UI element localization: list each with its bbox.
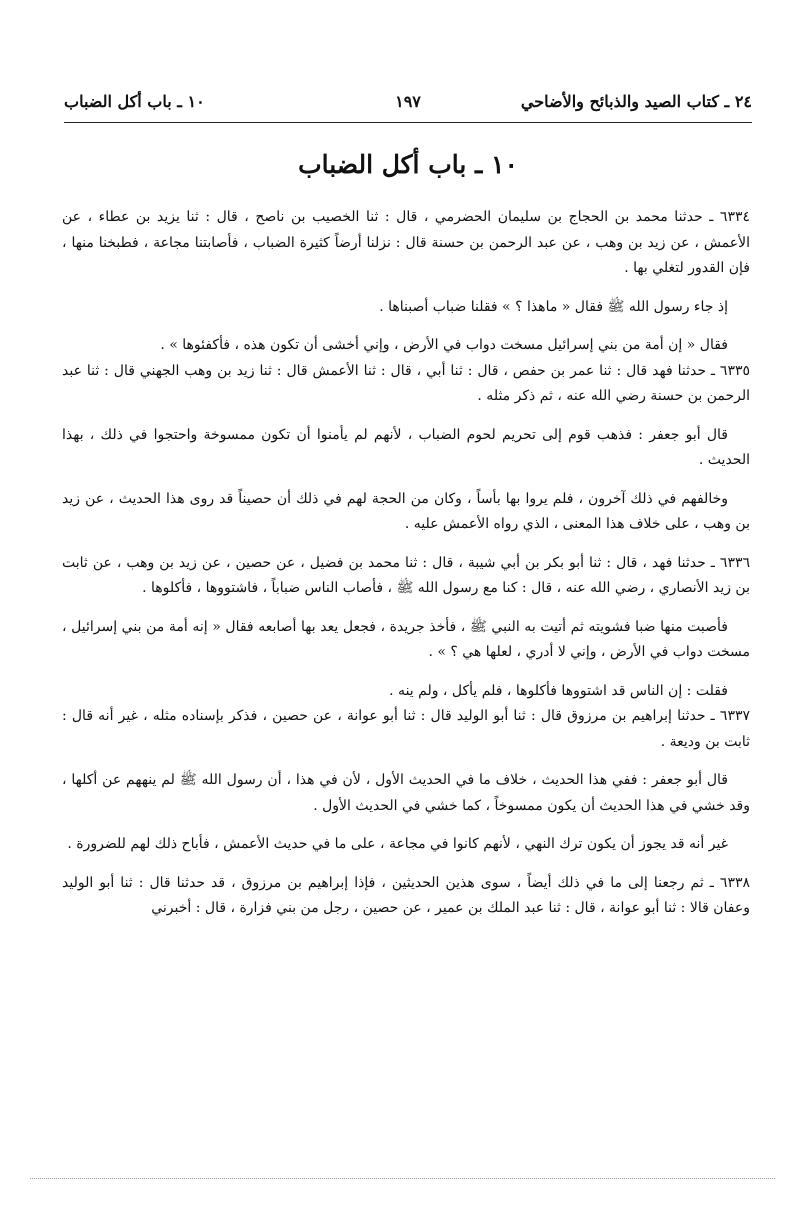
paragraph-text: قال أبو جعفر : ففي هذا الحديث ، خلاف ما في الحديث الأول ، لأن في هذا ، أن رسول الله ﷺ لم ينههم عن أكلها ، وقد خشي في هذا الحديث أن يكون ممسوخاً ، كما خشي في الحديث الأول .: [62, 772, 750, 814]
header-chapter-title: ١٠ ـ باب أكل الضباب: [64, 92, 205, 111]
chapter-heading: ١٠ ـ باب أكل الضباب: [298, 150, 518, 179]
paragraph-text: فقال « إن أمة من بني إسرائيل مسخت دواب في الأرض ، وإني أخشى أن تكون هذه ، فأكفئوها » .: [160, 337, 728, 353]
paragraph-text: وخالفهم في ذلك آخرون ، فلم يروا بها بأساً ، وكان من الحجة لهم في ذلك أن حصيناً قد روى هذا الحديث ، عن زيد بن وهب ، على خلاف هذا المعنى ، الذي رواه الأعمش عليه .: [62, 490, 750, 532]
paragraph-text: إذ جاء رسول الله ﷺ فقال « ماهذا ؟ » فقلنا ضباب أصبناها .: [379, 298, 728, 315]
hadith-6334: ٦٣٣٤ ـ حدثنا محمد بن الحجاج بن سليمان الحضرمي ، قال : ثنا الخصيب بن ناصح ، قال : ثنا يزيد بن عطاء ، عن الأعمش ، عن زيد بن وهب ، عن عبد الرحمن بن حسنة قال : نزلنا أرضاً كثيرة الضباب ، فأصابتنا مجاعة ، فطبخنا منها ، فإن القدور لتغلي بها .: [62, 209, 750, 276]
paragraph-text: غير أنه قد يجوز أن يكون ترك النهي ، لأنهم كانوا في مجاعة ، على ما في حديث الأعمش ، فأباح ذلك لهم للضرورة .: [67, 836, 728, 852]
header-divider: [64, 122, 752, 123]
paragraph-text: قال أبو جعفر : فذهب قوم إلى تحريم لحوم الضباب ، لأنهم لم يأمنوا أن تكون ممسوخة واحتجوا في ذلك ، بهذا الحديث .: [62, 426, 750, 468]
hadith-6337: ٦٣٣٧ ـ حدثنا إبراهيم بن مرزوق قال : ثنا أبو الوليد قال : ثنا أبو عوانة ، عن حصين ، فذكر بإسناده مثله ، غير أنه قال : ثابت بن وديعة .: [62, 708, 750, 750]
page-bottom-edge: [30, 1178, 775, 1179]
paragraph-text: فقلت : إن الناس قد اشتووها فأكلوها ، فلم يأكل ، ولم ينه .: [389, 682, 728, 699]
hadith-6336: ٦٣٣٦ ـ حدثنا فهد ، قال : ثنا أبو بكر بن أبي شيبة ، قال : ثنا محمد بن فضيل ، عن حصين ، عن زيد بن وهب ، عن ثابت بن زيد الأنصاري ، رضي الله عنه ، قال : كنا مع رسول الله ﷺ ، فأصاب الناس ضباباً ، فاشتووها ، فأكلوها .: [62, 554, 750, 596]
header-book-title: ٢٤ ـ كتاب الصيد والذبائح والأضاحي: [520, 92, 752, 111]
paragraph-text: فأصبت منها ضبا فشويته ثم أتيت به النبي ﷺ ، فأخذ جريدة ، فجعل يعد بها أصابعه فقال « إنه أمة من بني إسرائيل ، مسخت دواب في الأرض ، وإني لا أدري ، لعلها هي ؟ » .: [62, 618, 750, 660]
hadith-6338: ٦٣٣٨ ـ ثم رجعنا إلى ما في ذلك أيضاً ، سوى هذين الحديثين ، فإذا إبراهيم بن مرزوق ، قد حدثنا قال : ثنا أبو الوليد وعفان قالا : ثنا أبو عوانة ، قال : ثنا عبد الملك بن عمير ، عن حصين ، رجل من بني فزارة ، قال : أخبرني: [62, 874, 750, 916]
page-body: [62, 205, 750, 922]
page-header: [64, 86, 752, 120]
header-page-number: ١٩٧: [395, 92, 421, 111]
hadith-6335: ٦٣٣٥ ـ حدثنا فهد قال : ثنا عمر بن حفص ، قال : ثنا أبي ، قال : ثنا الأعمش قال : ثنا زيد بن وهب الجهني قال : ثنا عبد الرحمن بن حسنة رضي الله عنه ، ثم ذكر مثله .: [62, 362, 750, 404]
